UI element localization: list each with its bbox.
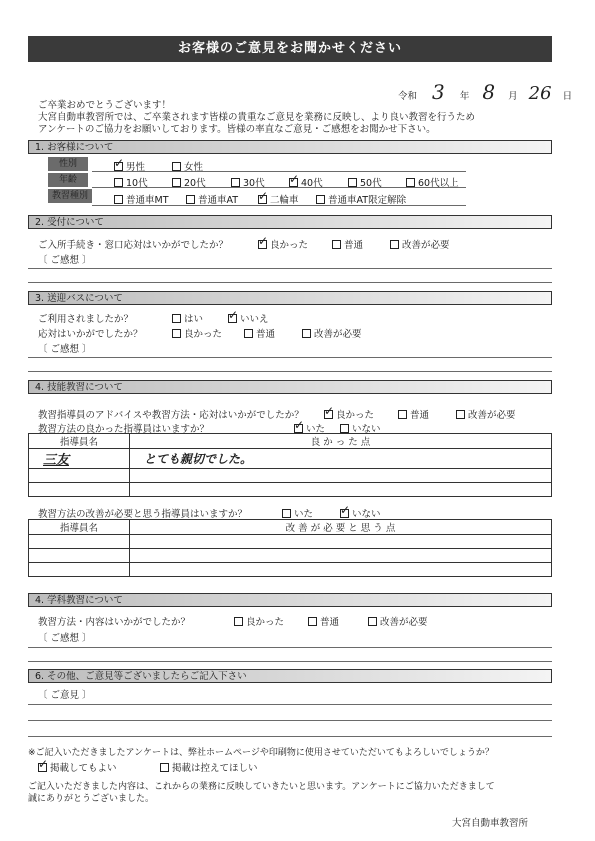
checkbox[interactable] bbox=[289, 172, 300, 187]
s6-comment-line[interactable] bbox=[28, 736, 552, 737]
s4-q3-yes-option[interactable]: いた bbox=[282, 506, 313, 520]
instructor-name-cell[interactable] bbox=[29, 549, 130, 563]
s2-comment-line[interactable] bbox=[28, 268, 552, 269]
s3-improve-option[interactable]: 改善が必要 bbox=[302, 326, 362, 340]
checkbox[interactable] bbox=[390, 240, 399, 249]
consent-allow-option[interactable]: ✓ 掲載してもよい bbox=[38, 757, 117, 774]
section-3-header: 3. 送迎バスについて bbox=[28, 291, 552, 305]
s3-comment-label: 〔 ご感想 〕 bbox=[38, 344, 92, 355]
check-mark-icon: ✓ bbox=[324, 404, 335, 418]
s2-good-option[interactable]: ✓ 良かった bbox=[258, 234, 309, 251]
section-4-header: 4. 技能教習について bbox=[28, 380, 552, 394]
good-points-cell[interactable] bbox=[130, 449, 552, 469]
improve-points-cell[interactable] bbox=[130, 549, 552, 563]
s2-comment-line[interactable] bbox=[28, 282, 552, 283]
intro-line-3: アンケートのご協力をお願いしております。皆様の率直なご意見・ご感想をお聞かせ下さい。 bbox=[38, 124, 436, 135]
s5-improve-option[interactable]: 改善が必要 bbox=[368, 614, 428, 628]
s4-q2-yes-option[interactable]: ✓ いた bbox=[294, 418, 326, 435]
s4-q3-no-option[interactable]: ✓ いない bbox=[340, 503, 381, 520]
instructor-name-cell[interactable] bbox=[29, 469, 130, 483]
s5-good-option[interactable]: 良かった bbox=[234, 614, 284, 628]
type-motorcycle-option[interactable]: ✓ 二輪車 bbox=[258, 189, 299, 206]
col-header-improve-points: 改 善 が 必 要 と 思 う 点 bbox=[130, 520, 552, 535]
s4-q1: 教習指導員のアドバイスや教習方法・応対はいかがでしたか？ bbox=[38, 410, 304, 421]
s3-comment-line[interactable] bbox=[28, 371, 552, 372]
checkbox[interactable] bbox=[114, 156, 125, 171]
checkbox[interactable] bbox=[456, 410, 465, 419]
checkbox[interactable] bbox=[38, 757, 49, 772]
col-header-instructor: 指導員名 bbox=[29, 520, 130, 535]
checkbox[interactable] bbox=[114, 178, 123, 187]
section-1-header: 1. お客様について bbox=[28, 140, 552, 154]
date-era: 令和 bbox=[398, 91, 418, 102]
s3-normal-option[interactable]: 普通 bbox=[244, 326, 275, 340]
s3-good-option[interactable]: 良かった bbox=[172, 326, 222, 340]
checkbox[interactable] bbox=[172, 162, 181, 171]
checkbox[interactable] bbox=[302, 329, 311, 338]
checkbox[interactable] bbox=[316, 195, 325, 204]
checkbox[interactable] bbox=[234, 617, 243, 626]
check-mark-icon: ✓ bbox=[294, 418, 305, 432]
s2-comment-label: 〔 ご感想 〕 bbox=[38, 255, 92, 266]
type-at-option[interactable]: 普通車AT bbox=[186, 192, 238, 206]
age-10s-option[interactable]: 10代 bbox=[114, 175, 148, 189]
s6-comment-label: 〔 ご意見 〕 bbox=[38, 690, 92, 701]
s4-q2: 教習方法の良かった指導員はいますか？ bbox=[38, 424, 210, 435]
s3-yes-option[interactable]: はい bbox=[172, 311, 203, 325]
checkbox[interactable] bbox=[294, 418, 305, 433]
consent-question: ※ご記入いただきましたアンケートは、弊社ホームページや印刷物に使用させていただいてもよろしいでしょうか？ bbox=[28, 748, 494, 758]
checkbox[interactable] bbox=[398, 410, 407, 419]
s3-q1: ご利用されましたか？ bbox=[38, 314, 134, 325]
date-day-value: 26 bbox=[528, 83, 552, 104]
age-60s-option[interactable]: 60代以上 bbox=[406, 175, 459, 189]
type-at-release-option[interactable]: 普通車AT限定解除 bbox=[316, 192, 406, 206]
checkbox[interactable] bbox=[324, 404, 335, 419]
page-title: お客様のご意見をお聞かせください bbox=[28, 36, 552, 62]
checkbox[interactable] bbox=[406, 178, 415, 187]
footer-school-name: 大宮自動車教習所 bbox=[452, 818, 529, 829]
checkbox[interactable] bbox=[172, 314, 181, 323]
instructor-name-cell[interactable] bbox=[29, 563, 130, 577]
checkbox[interactable] bbox=[244, 329, 253, 338]
s5-comment-label: 〔 ご感想 〕 bbox=[38, 633, 92, 644]
col-header-instructor: 指導員名 bbox=[29, 434, 130, 449]
s4-normal-option[interactable]: 普通 bbox=[398, 407, 429, 421]
gender-female-option[interactable]: 女性 bbox=[172, 159, 203, 173]
check-mark-icon: ✓ bbox=[114, 156, 125, 170]
intro bbox=[38, 100, 475, 136]
good-points-handwritten: とても親切でした。 bbox=[144, 452, 253, 466]
checkbox[interactable] bbox=[308, 617, 317, 626]
instructor-name-cell[interactable] bbox=[29, 535, 130, 549]
check-mark-icon: ✓ bbox=[258, 189, 269, 203]
checkbox[interactable] bbox=[258, 189, 269, 204]
age-40s-option[interactable]: ✓ 40代 bbox=[289, 172, 323, 189]
age-30s-option[interactable]: 30代 bbox=[231, 175, 265, 189]
checkbox[interactable] bbox=[258, 234, 269, 249]
good-points-cell[interactable] bbox=[130, 483, 552, 497]
s5-normal-option[interactable]: 普通 bbox=[308, 614, 339, 628]
col-header-good-points: 良 か っ た 点 bbox=[130, 434, 552, 449]
checkbox[interactable] bbox=[340, 503, 351, 518]
checkbox[interactable] bbox=[160, 763, 169, 772]
type-mt-option[interactable]: 普通車MT bbox=[114, 192, 169, 206]
s6-comment-line[interactable] bbox=[28, 720, 552, 721]
checkbox[interactable] bbox=[368, 617, 377, 626]
s5-comment-line[interactable] bbox=[28, 647, 552, 648]
date-year-label: 年 bbox=[459, 91, 470, 102]
s4-improve-option[interactable]: 改善が必要 bbox=[456, 407, 516, 421]
checkbox[interactable] bbox=[332, 240, 341, 249]
s2-normal-option[interactable]: 普通 bbox=[332, 237, 363, 251]
s2-question: ご入所手続き・窓口応対はいかがでしたか？ bbox=[38, 240, 229, 251]
checkbox[interactable] bbox=[282, 509, 291, 518]
date-month-label: 月 bbox=[508, 91, 518, 102]
good-points-cell[interactable] bbox=[130, 469, 552, 483]
closing-line-2: 誠にありがとうございました。 bbox=[28, 794, 155, 804]
checkbox[interactable] bbox=[186, 195, 195, 204]
check-mark-icon: ✓ bbox=[228, 308, 239, 322]
check-mark-icon: ✓ bbox=[258, 234, 269, 248]
section-2-header: 2. 受付について bbox=[28, 215, 552, 229]
checkbox[interactable] bbox=[348, 178, 357, 187]
age-20s-option[interactable]: 20代 bbox=[172, 175, 206, 189]
s3-comment-line[interactable] bbox=[28, 357, 552, 358]
consent-deny-option[interactable]: 掲載は控えてほしい bbox=[160, 760, 258, 774]
s5-comment-line[interactable] bbox=[28, 661, 552, 662]
improve-points-cell[interactable] bbox=[130, 535, 552, 549]
s3-q2: 応対はいかがでしたか？ bbox=[38, 329, 143, 340]
s4-q3: 教習方法の改善が必要と思う指導員はいますか？ bbox=[38, 509, 248, 520]
date-year-value: 3 bbox=[432, 80, 445, 104]
check-mark-icon: ✓ bbox=[38, 757, 49, 771]
row-label-gender: 性別 bbox=[48, 157, 88, 171]
age-50s-option[interactable]: 50代 bbox=[348, 175, 382, 189]
s6-comment-line[interactable] bbox=[28, 704, 552, 705]
instructor-name-cell[interactable] bbox=[29, 483, 130, 497]
row-label-type: 教習種別 bbox=[48, 189, 92, 203]
improve-instructor-table bbox=[28, 519, 552, 577]
checkbox[interactable] bbox=[228, 308, 239, 323]
s2-improve-option[interactable]: 改善が必要 bbox=[390, 237, 450, 251]
s4-q2-no-option[interactable]: いない bbox=[340, 421, 381, 435]
closing-text bbox=[28, 781, 495, 805]
check-mark-icon: ✓ bbox=[289, 172, 300, 186]
date-day-label: 日 bbox=[562, 91, 573, 102]
intro-line-2: 大宮自動車教習所では、ご卒業されます皆様の貴重なご意見を業務に反映し、より良い教習を行うため bbox=[38, 112, 476, 123]
section-6-header: 6. その他、ご意見等ございましたらご記入下さい bbox=[28, 669, 552, 683]
instructor-name-handwritten: 三友 bbox=[43, 453, 70, 468]
intro-line-1: ご卒業おめでとうございます！ bbox=[38, 100, 172, 111]
section-5-header: 4. 学科教習について bbox=[28, 593, 552, 607]
closing-line-1: ご記入いただきました内容は、これからの業務に反映していきたいと思います。アンケートにご協力いただきまして bbox=[28, 782, 495, 792]
checkbox[interactable] bbox=[172, 178, 181, 187]
date-month-value: 8 bbox=[482, 80, 496, 104]
checkbox[interactable] bbox=[114, 195, 123, 204]
s3-no-option[interactable]: ✓ いいえ bbox=[228, 308, 269, 325]
row-label-age: 年齢 bbox=[48, 173, 88, 187]
good-instructor-table bbox=[28, 433, 552, 497]
instructor-name-cell[interactable] bbox=[29, 449, 130, 469]
checkbox[interactable] bbox=[172, 329, 181, 338]
gender-male-option[interactable]: ✓ 男性 bbox=[114, 156, 146, 173]
checkbox[interactable] bbox=[231, 178, 240, 187]
check-mark-icon: ✓ bbox=[340, 503, 351, 517]
checkbox[interactable] bbox=[340, 424, 349, 433]
s4-good-option[interactable]: ✓ 良かった bbox=[324, 404, 375, 421]
s5-question: 教習方法・内容はいかがでしたか？ bbox=[38, 617, 191, 628]
improve-points-cell[interactable] bbox=[130, 563, 552, 577]
